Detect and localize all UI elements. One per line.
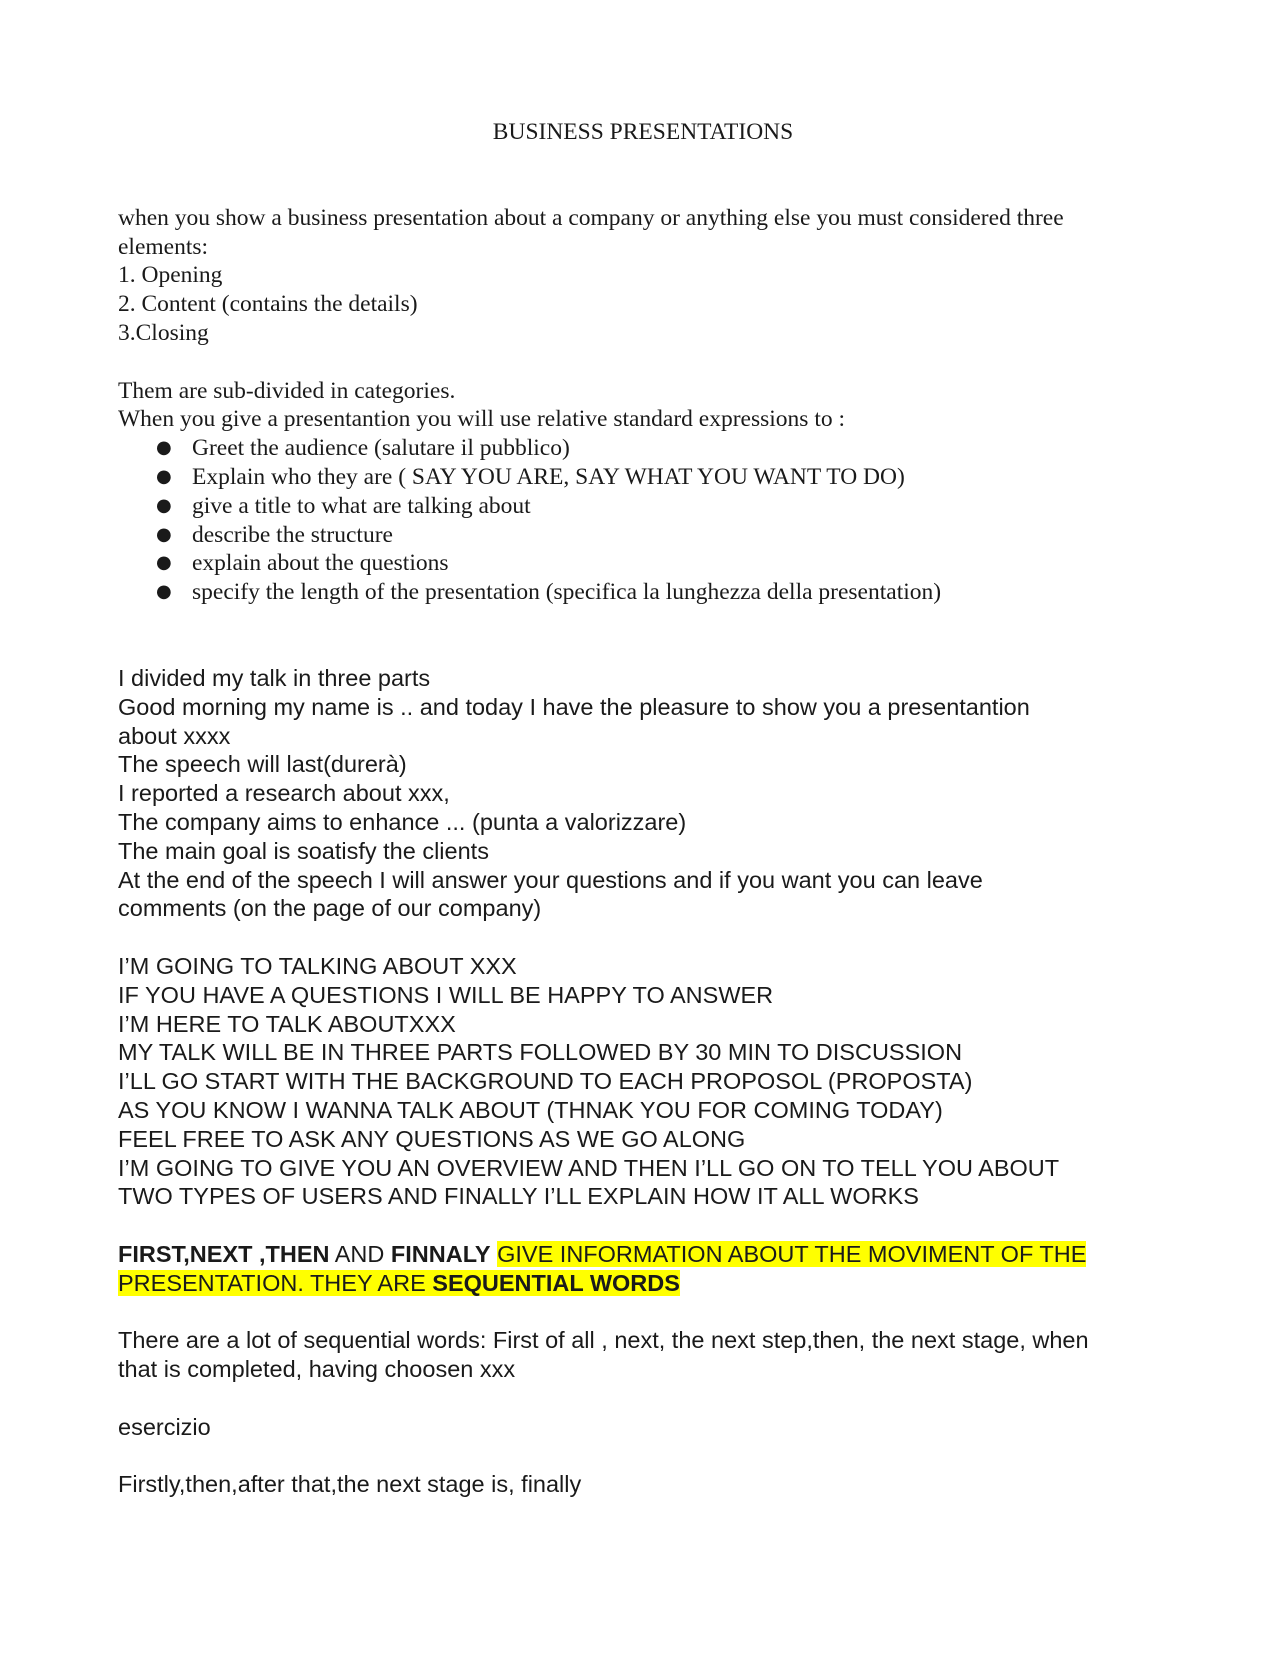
words-line: There are a lot of sequential words: First of all , next, the next step,then, the next stage, when [118,1327,1089,1354]
bullet-icon: ● [156,552,172,574]
words-line: that is completed, having choosen xxx [118,1356,516,1383]
caps-line: MY TALK WILL BE IN THREE PARTS FOLLOWED BY 30 MIN TO DISCUSSION [118,1039,963,1066]
bullet-item: ● specify the length of the presentation (specifica la lunghezza della presentation) [156,579,942,606]
examples-section [118,664,1168,1499]
list-item: 1. Opening [118,262,223,289]
example-line: I divided my talk in three parts [118,664,431,691]
bullet-item: ● describe the structure [156,521,393,548]
categories-line: Them are sub-divided in categories. [118,377,456,404]
highlighted-text: PRESENTATION. THEY ARE [118,1269,433,1296]
caps-line: AS YOU KNOW I WANNA TALK ABOUT (THNAK YOU FOR COMING TODAY) [118,1096,943,1123]
sequential-bold: FIRST,NEXT ,THEN [118,1240,330,1267]
caps-line: I’LL GO START WITH THE BACKGROUND TO EACH PROPOSOL (PROPOSTA) [118,1068,973,1095]
bullet-item: ● Explain who they are ( SAY YOU ARE, SAY WHAT YOU WANT TO DO) [156,463,905,490]
exercise-label: esercizio [118,1413,211,1440]
caps-line: FEEL FREE TO ASK ANY QUESTIONS AS WE GO ALONG [118,1125,746,1152]
list-item: 2. Content (contains the details) [118,291,418,318]
page-title: BUSINESS PRESENTATIONS [492,119,794,145]
highlighted-bold: SEQUENTIAL WORDS [432,1269,680,1296]
bullet-icon: ● [156,465,172,487]
caps-line: I’M HERE TO TALK ABOUTXXX [118,1010,456,1037]
bullet-item: ● give a title to what are talking about [156,492,531,519]
caps-line: I’M GOING TO TALKING ABOUT XXX [118,952,517,979]
intro-line: elements: [118,233,209,260]
caps-line: IF YOU HAVE A QUESTIONS I WILL BE HAPPY TO ANSWER [118,981,774,1008]
categories-line: When you give a presentantion you will use relative standard expressions to : [118,406,846,433]
intro-section [118,204,1168,607]
sequential-bold: FINNALY [390,1240,491,1267]
bullet-item: ● explain about the questions [156,550,449,577]
bullet-icon: ● [156,581,172,603]
example-line: The company aims to enhance ... (punta a valorizzare) [118,808,687,835]
example-line: At the end of the speech I will answer your questions and if you want you can leave [118,866,983,893]
caps-line: I’M GOING TO GIVE YOU AN OVERVIEW AND THEN I’LL GO ON TO TELL YOU ABOUT [118,1154,1060,1181]
example-line: Good morning my name is .. and today I have the pleasure to show you a presentantion [118,693,1030,720]
sequential-line: FIRST,NEXT ,THEN AND FINNALY GIVE INFORMATION ABOUT THE MOVIMENT OF THE [118,1240,1087,1267]
sequential-line [118,1269,1168,1298]
exercise-answer: Firstly,then,after that,the next stage is, finally [118,1471,582,1498]
example-line: comments (on the page of our company) [118,895,542,922]
list-item: 3.Closing [118,319,209,346]
example-line: The main goal is soatisfy the clients [118,837,489,864]
bullet-item: ● Greet the audience (salutare il pubblico) [156,435,570,462]
document-page [118,118,1168,1499]
caps-line: TWO TYPES OF USERS AND FINALLY I’LL EXPLAIN HOW IT ALL WORKS [118,1183,919,1210]
example-line: The speech will last(durerà) [118,751,407,778]
highlighted-text: GIVE INFORMATION ABOUT THE MOVIMENT OF THE [497,1240,1087,1267]
example-line: about xxxx [118,722,231,749]
bullet-icon: ● [156,494,172,516]
intro-line: when you show a business presentation about a company or anything else you must considered three [118,204,1064,231]
bullet-icon: ● [156,437,172,459]
bullet-icon: ● [156,523,172,545]
bullet-list [118,434,1168,607]
example-line: I reported a research about xxx, [118,780,450,807]
